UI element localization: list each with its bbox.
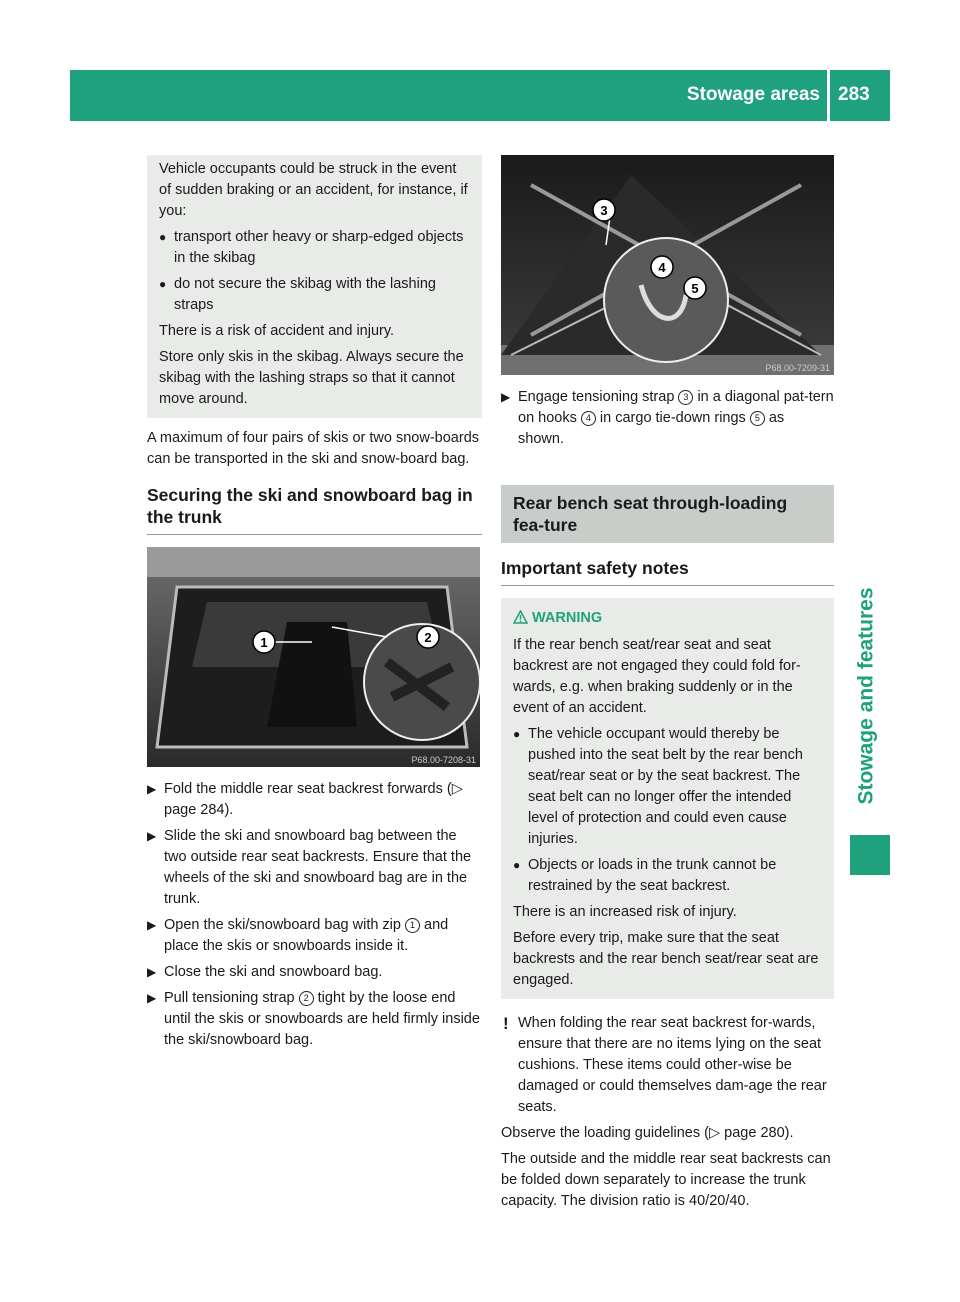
step-arrow-icon: ▶ (147, 965, 157, 979)
step-list (147, 779, 482, 1051)
section-title-bar: Rear bench seat through-loading fea-ture (501, 485, 834, 543)
warning-box (147, 155, 482, 418)
subheading: Important safety notes (501, 557, 834, 586)
bullet-item: ● Objects or loads in the trunk cannot be restrained by the seat backrest. (513, 857, 777, 894)
step-item: ▶ Engage tensioning strap 3 in a diagonal pat-tern on hooks 4 in cargo tie-down rings 5 as shown. (501, 389, 834, 447)
step-item: ▶ Pull tensioning strap 2 tight by the loose end until the skis or snowboards are held firmly inside the ski/snowboard bag. (147, 990, 480, 1048)
bullet-item: ● do not secure the skibag with the lashing straps (159, 276, 436, 313)
step-item: ▶ Fold the middle rear seat backrest forwards (▷ page 284). (147, 781, 463, 818)
callout-number: 4 (581, 411, 596, 426)
side-tab-label: Stowage and features (854, 587, 878, 805)
trunk-photo-1 (147, 547, 480, 767)
bullet-icon: ● (159, 277, 167, 291)
warning-box (501, 598, 834, 999)
advice-text: Before every trip, make sure that the seat backrests and the rear bench seat/rear seat are engaged. (513, 930, 819, 988)
trunk-illustration-2 (501, 155, 834, 375)
callout-number: 1 (405, 918, 420, 933)
svg-text:2: 2 (424, 630, 432, 645)
right-column (501, 155, 834, 1217)
step-arrow-icon: ▶ (147, 782, 157, 796)
svg-text:1: 1 (260, 635, 268, 650)
risk-text: There is an increased risk of injury. (513, 904, 737, 920)
side-tab-marker (850, 835, 890, 875)
page-ref-icon: ▷ (451, 781, 463, 797)
left-column (147, 155, 482, 1056)
step-arrow-icon: ▶ (501, 390, 511, 404)
page-ref-icon: ▷ (708, 1125, 721, 1141)
step-arrow-icon: ▶ (147, 918, 157, 932)
callout-number: 2 (299, 991, 314, 1006)
bullet-icon: ● (159, 230, 167, 244)
trunk-illustration-1 (147, 547, 480, 767)
section-heading: Securing the ski and snowboard bag in the trunk (147, 484, 482, 535)
note-text: When folding the rear seat backrest for-wards, ensure that there are no items lying on the seat cushions. These items could other-wise be damaged or could themselves dam-age the rear seats. (518, 1015, 827, 1115)
step-item: ▶ Open the ski/snowboard bag with zip 1 and place the skis or snowboards inside it. (147, 917, 449, 954)
page-header (70, 70, 890, 121)
bullet-icon: ● (513, 858, 521, 872)
svg-text:3: 3 (600, 203, 608, 218)
warning-triangle-icon (513, 610, 532, 626)
callout-number: 3 (678, 390, 693, 405)
photo-code: P68.00-7209-31 (765, 363, 830, 373)
bullet-icon: ● (513, 727, 521, 741)
warning-label: WARNING (532, 610, 603, 626)
page-number: 283 (838, 84, 870, 105)
bullet-item: ● transport other heavy or sharp-edged objects in the skibag (159, 229, 464, 266)
callout-number: 5 (750, 411, 765, 426)
header-title: Stowage areas (686, 84, 820, 105)
svg-text:4: 4 (658, 260, 666, 275)
warning-title (513, 608, 822, 629)
header-separator (827, 70, 830, 121)
observe-text: Observe the loading guidelines (▷ page 280). (501, 1125, 794, 1141)
exclamation-icon: ! (503, 1014, 509, 1033)
step-item: ▶ Slide the ski and snowboard bag between the two outside rear seat backrests. Ensure that the wheels of the ski and snowboard bag are in the trunk. (147, 828, 472, 907)
svg-text:5: 5 (691, 281, 699, 296)
capacity-text: A maximum of four pairs of skis or two snow-boards can be transported in the ski and snow-board bag. (147, 430, 480, 467)
warning-intro: If the rear bench seat/rear seat and seat backrest are not engaged they could fold for-wards, e.g. when braking suddenly or in the event of an accident. (513, 637, 801, 716)
photo-code: P68.00-7208-31 (411, 755, 476, 765)
bullet-item: ● The vehicle occupant would thereby be pushed into the seat belt by the rear bench seat/rear seat or by the seat backrest. The seat belt can no longer offer the intended level of protection and could even cause injuries. (513, 726, 803, 847)
risk-text: There is a risk of accident and injury. (159, 323, 395, 339)
trunk-photo-2 (501, 155, 834, 375)
step-arrow-icon: ▶ (147, 829, 157, 843)
note-block (501, 1013, 834, 1118)
step-arrow-icon: ▶ (147, 991, 157, 1005)
warning-intro: Vehicle occupants could be struck in the event of sudden braking or an accident, for instance, if you: (159, 161, 468, 219)
advice-text: Store only skis in the skibag. Always secure the skibag with the lashing straps so that it cannot move around. (159, 349, 464, 407)
step-item: ▶ Close the ski and snowboard bag. (147, 962, 482, 983)
final-text: The outside and the middle rear seat backrests can be folded down separately to increase the trunk capacity. The division ratio is 40/20/40. (501, 1151, 831, 1209)
